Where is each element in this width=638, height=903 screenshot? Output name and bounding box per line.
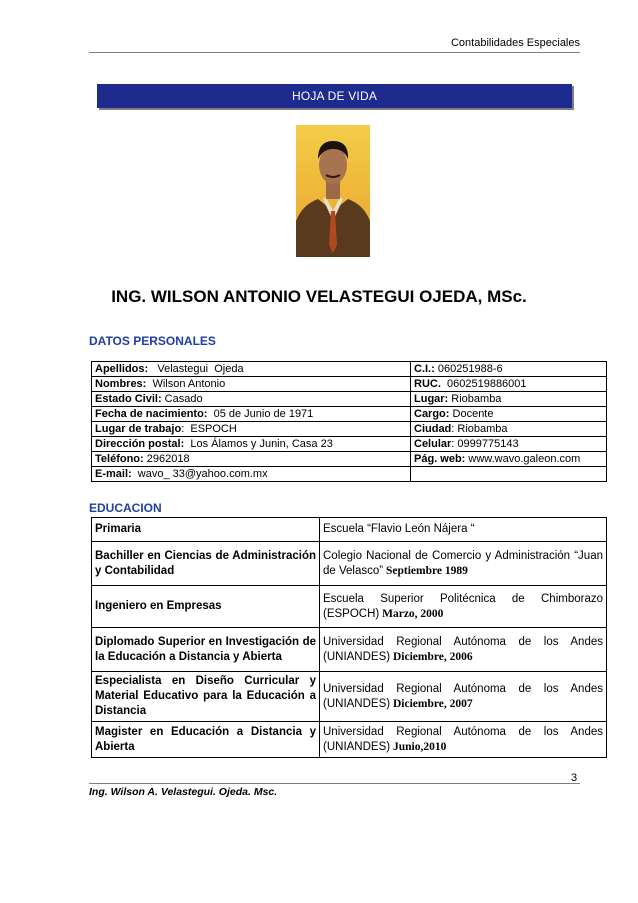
education-row xyxy=(92,518,607,542)
section-title-personal: DATOS PERSONALES xyxy=(89,334,216,348)
personal-cell xyxy=(411,377,607,392)
footer-author: Ing. Wilson A. Velastegui. Ojeda. Msc. xyxy=(89,786,278,798)
field-label: Pág. web: xyxy=(414,453,466,465)
graduation-date: Diciembre, 2006 xyxy=(390,650,473,663)
education-row xyxy=(92,672,607,722)
personal-cell xyxy=(92,377,411,392)
field-value: 0602519886001 xyxy=(440,378,527,390)
institution-cell xyxy=(320,722,607,758)
field-label: Ciudad xyxy=(414,423,452,435)
field-label: E-mail: xyxy=(95,468,132,480)
institution-name: Colegio Nacional de Comercio y Administración “Juan de Velasco” xyxy=(323,549,603,577)
personal-cell xyxy=(92,362,411,377)
field-value: : Riobamba xyxy=(451,423,508,435)
field-value: Los Álamos y Junin, Casa 23 xyxy=(184,438,333,450)
personal-row xyxy=(92,467,607,482)
field-value: wavo_ 33@yahoo.com.mx xyxy=(131,468,268,480)
cv-title-banner: HOJA DE VIDA xyxy=(97,84,572,108)
field-label: Lugar de trabajo xyxy=(95,423,182,435)
field-label: Celular xyxy=(414,438,452,450)
personal-cell xyxy=(92,467,411,482)
page-header-text: Contabilidades Especiales xyxy=(450,37,580,49)
institution-cell xyxy=(320,542,607,586)
graduation-date: Junio,2010 xyxy=(390,740,447,753)
footer-rule xyxy=(89,783,580,784)
degree-cell: Diplomado Superior en Investigación de la Educación a Distancia y Abierta xyxy=(92,628,320,672)
field-value: : ESPOCH xyxy=(181,423,237,435)
header-rule xyxy=(89,52,580,53)
institution-cell xyxy=(320,518,607,542)
degree-cell: Bachiller en Ciencias de Administración y Contabilidad xyxy=(92,542,320,586)
personal-cell xyxy=(411,362,607,377)
degree-cell: Ingeniero en Empresas xyxy=(92,586,320,628)
education-row xyxy=(92,722,607,758)
education-row xyxy=(92,542,607,586)
field-label: Dirección postal: xyxy=(95,438,185,450)
field-value: Riobamba xyxy=(448,393,502,405)
field-value: 05 de Junio de 1971 xyxy=(207,408,314,420)
personal-cell xyxy=(92,407,411,422)
personal-cell xyxy=(92,437,411,452)
institution-name: Escuela “Flavio León Nájera “ xyxy=(323,523,475,535)
institution-cell xyxy=(320,628,607,672)
field-label: RUC. xyxy=(414,378,441,390)
personal-cell xyxy=(411,422,607,437)
institution-name: Universidad Regional Autónoma de los Andes (UNIANDES) xyxy=(323,635,603,663)
personal-row xyxy=(92,452,607,467)
personal-row xyxy=(92,377,607,392)
personal-row xyxy=(92,407,607,422)
section-title-education: EDUCACION xyxy=(89,501,162,515)
institution-name: Escuela Superior Politécnica de Chimborazo (ESPOCH) xyxy=(323,592,603,620)
degree-cell: Especialista en Diseño Curricular y Material Educativo para la Educación a Distancia xyxy=(92,672,320,722)
personal-cell xyxy=(411,467,607,482)
page-number: 3 xyxy=(571,772,578,784)
field-value: Wilson Antonio xyxy=(146,378,226,390)
personal-row xyxy=(92,437,607,452)
personal-cell xyxy=(92,422,411,437)
degree-cell: Magister en Educación a Distancia y Abierta xyxy=(92,722,320,758)
graduation-date: Septiembre 1989 xyxy=(383,564,468,577)
personal-cell xyxy=(411,407,607,422)
personal-row xyxy=(92,422,607,437)
personal-cell xyxy=(92,452,411,467)
field-value: 060251988-6 xyxy=(434,363,503,375)
education-row xyxy=(92,628,607,672)
personal-cell xyxy=(411,452,607,467)
personal-row xyxy=(92,392,607,407)
field-label: Fecha de nacimiento: xyxy=(95,408,208,420)
personal-row xyxy=(92,362,607,377)
field-label: Lugar: xyxy=(414,393,449,405)
field-label: Nombres: xyxy=(95,378,147,390)
person-name: ING. WILSON ANTONIO VELASTEGUI OJEDA, MSc. xyxy=(111,287,527,306)
education-row xyxy=(92,586,607,628)
personal-cell xyxy=(92,392,411,407)
field-label: Cargo: xyxy=(414,408,450,420)
institution-name: Universidad Regional Autónoma de los Andes (UNIANDES) xyxy=(323,725,603,753)
institution-name: Universidad Regional Autónoma de los Andes (UNIANDES) xyxy=(323,682,603,710)
field-value: Docente xyxy=(449,408,494,420)
graduation-date: Diciembre, 2007 xyxy=(390,697,473,710)
degree-cell: Primaria xyxy=(92,518,320,542)
field-label: Estado Civil: xyxy=(95,393,162,405)
personal-cell xyxy=(411,437,607,452)
graduation-date: Marzo, 2000 xyxy=(379,607,444,620)
education-table xyxy=(91,517,607,758)
institution-cell xyxy=(320,672,607,722)
field-label: C.I.: xyxy=(414,363,435,375)
profile-photo xyxy=(296,125,370,257)
institution-cell xyxy=(320,586,607,628)
personal-data-table xyxy=(91,361,607,482)
field-label: Teléfono: xyxy=(95,453,144,465)
personal-cell xyxy=(411,392,607,407)
field-value: Velastegui Ojeda xyxy=(148,363,244,375)
field-value: www.wavo.galeon.com xyxy=(465,453,581,465)
field-label: Apellidos: xyxy=(95,363,149,375)
field-value: : 0999775143 xyxy=(451,438,519,450)
field-value: 2962018 xyxy=(143,453,190,465)
field-value: Casado xyxy=(161,393,203,405)
